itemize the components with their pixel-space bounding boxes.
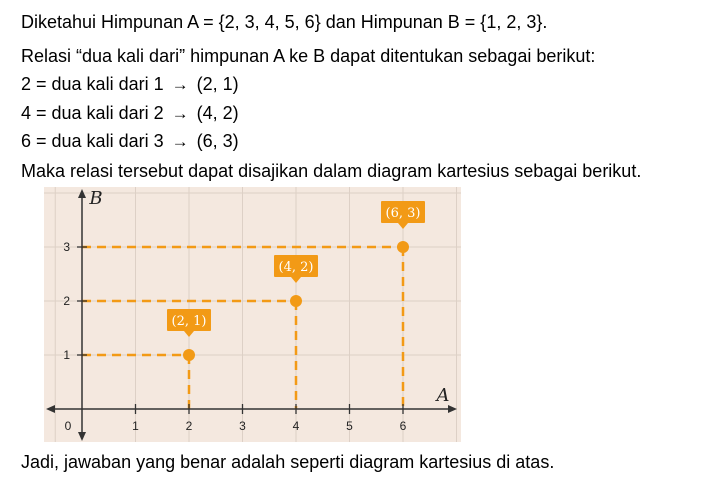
data-point-3 (397, 241, 409, 253)
pair-line-2 (21, 102, 239, 125)
arrow-icon: → (171, 132, 189, 151)
point-label-2: (4, 2) (278, 260, 314, 275)
pair-line-1 (21, 73, 239, 96)
conclusion-text: Jadi, jawaban yang benar adalah seperti diagram kartesius di atas. (21, 452, 555, 472)
origin-label: 0 (64, 419, 72, 433)
x-tick-label: 6 (399, 419, 407, 433)
data-point-1 (183, 349, 195, 361)
cartesian-chart (44, 187, 461, 442)
chart-svg (44, 187, 461, 442)
chart-intro: Maka relasi tersebut dapat disajikan dalam diagram kartesius sebagai berikut. (21, 161, 642, 181)
point-label-3: (6, 3) (385, 206, 421, 221)
x-tick-label: 4 (292, 419, 300, 433)
intro-relation: Relasi “dua kali dari” himpunan A ke B dapat ditentukan sebagai berikut: (21, 46, 596, 66)
pair-value-2: (4, 2) (196, 103, 239, 123)
pair-statement-2: 4 = dua kali dari 2 (21, 103, 164, 123)
pair-statement-1: 2 = dua kali dari 1 (21, 74, 164, 94)
pair-value-1: (2, 1) (196, 74, 239, 94)
x-tick-label: 2 (185, 419, 193, 433)
x-tick-label: 1 (132, 419, 139, 433)
intro-sets: Diketahui Himpunan A = {2, 3, 4, 5, 6} dan Himpunan B = {1, 2, 3}. (21, 12, 548, 32)
y-tick-label: 1 (63, 348, 70, 362)
arrow-icon: → (171, 75, 189, 94)
y-axis-label: B (89, 188, 103, 209)
point-label-1: (2, 1) (171, 314, 207, 329)
x-tick-label: 3 (239, 419, 246, 433)
chart-background (44, 187, 461, 442)
y-tick-label: 3 (63, 240, 70, 254)
data-point-2 (290, 295, 302, 307)
x-axis-label: A (436, 385, 450, 406)
arrow-icon: → (171, 104, 189, 123)
y-tick-label: 2 (63, 294, 70, 308)
pair-line-3 (21, 130, 239, 153)
pair-statement-3: 6 = dua kali dari 3 (21, 131, 164, 151)
pair-value-3: (6, 3) (196, 131, 239, 151)
x-tick-label: 5 (346, 419, 353, 433)
